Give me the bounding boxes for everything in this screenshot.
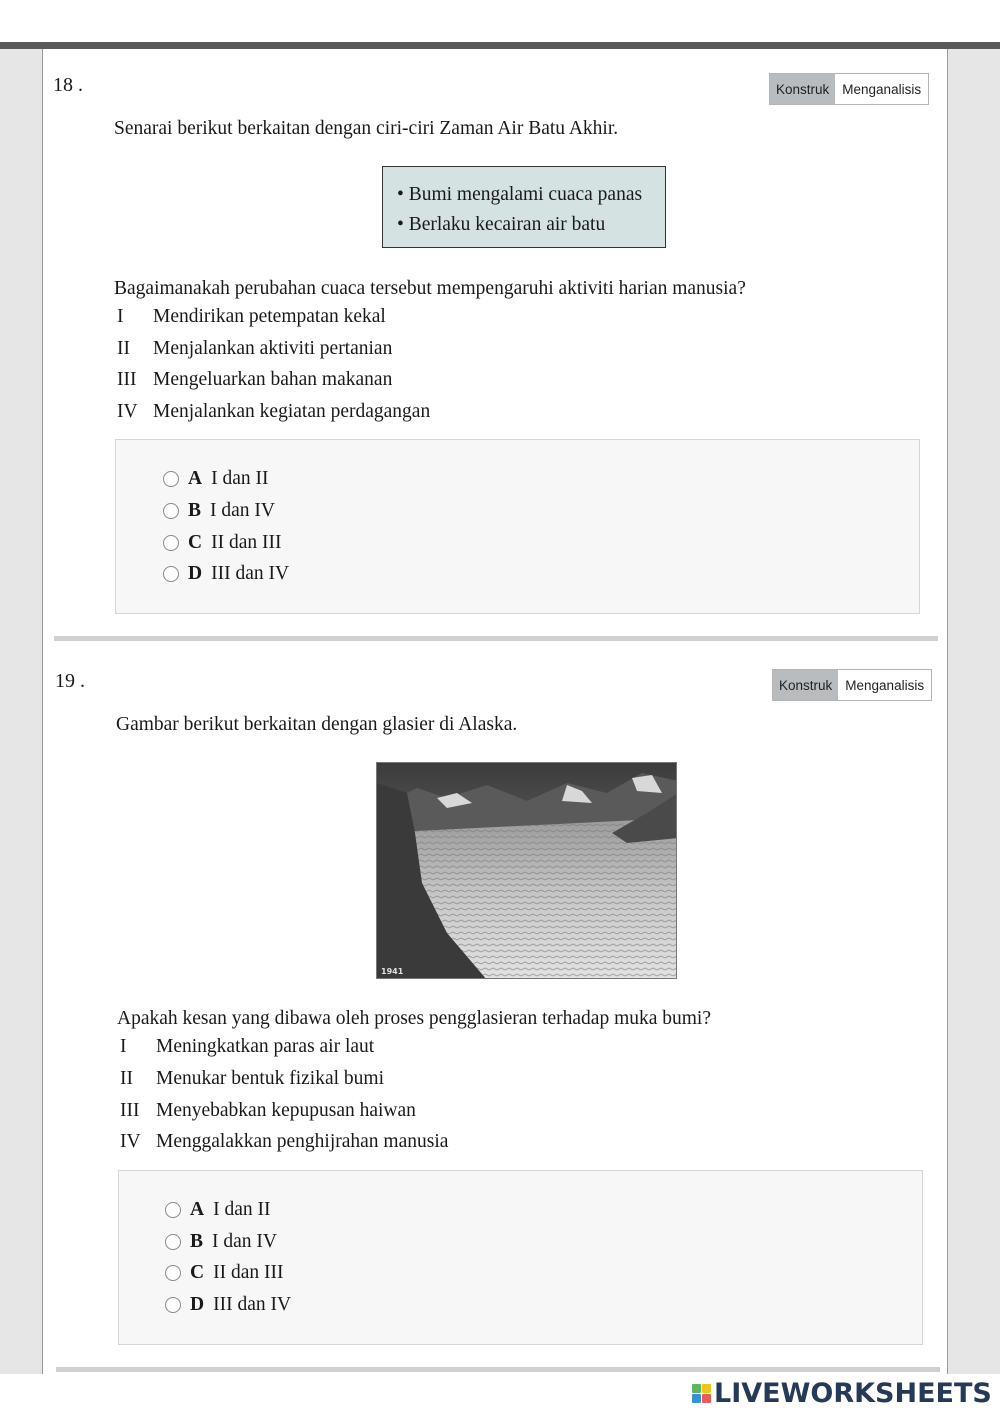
radio-button[interactable] xyxy=(165,1234,181,1250)
statement-text: Menjalankan aktiviti pertanian xyxy=(153,338,393,359)
photo-year: 1941 xyxy=(381,967,404,976)
logo-text: LIVEWORKSHEETS xyxy=(714,1377,992,1409)
construct-value: Menganalisis xyxy=(838,670,931,700)
options-box-19 xyxy=(118,1170,923,1345)
statement-19-4 xyxy=(120,1131,448,1153)
glacier-photo-drawing xyxy=(377,763,677,979)
option-text: III dan IV xyxy=(211,563,290,584)
construct-badge-19 xyxy=(772,669,932,701)
frame-left-border xyxy=(42,49,43,1374)
statement-roman: III xyxy=(117,369,137,390)
option-text: I dan II xyxy=(213,1199,271,1220)
statement-19-1 xyxy=(120,1036,374,1058)
option-letter: C xyxy=(190,1262,205,1283)
statement-roman: IV xyxy=(120,1131,141,1152)
option-letter: B xyxy=(188,500,202,521)
statement-text: Mengeluarkan bahan makanan xyxy=(153,369,393,390)
question-number-19: 19 . xyxy=(55,670,85,692)
question-divider xyxy=(54,636,938,641)
option-text: II dan III xyxy=(211,532,282,553)
frame-right-border xyxy=(947,49,948,1374)
option-text: III dan IV xyxy=(213,1294,292,1315)
info-item: • Berlaku kecairan air batu xyxy=(397,214,606,235)
info-box xyxy=(382,166,666,248)
option-letter: B xyxy=(190,1231,204,1252)
info-item: • Bumi mengalami cuaca panas xyxy=(397,184,643,205)
radio-button[interactable] xyxy=(165,1202,181,1218)
radio-button[interactable] xyxy=(163,566,179,582)
question-divider xyxy=(56,1367,940,1372)
logo-icon xyxy=(692,1384,711,1403)
statement-text: Menjalankan kegiatan perdagangan xyxy=(153,401,431,422)
radio-button[interactable] xyxy=(163,503,179,519)
right-margin xyxy=(948,49,1000,1374)
question-number-18: 18 . xyxy=(53,74,83,96)
glacier-photo xyxy=(376,762,677,979)
statement-18-3 xyxy=(117,369,392,391)
statement-text: Menukar bentuk fizikal bumi xyxy=(156,1068,384,1089)
statement-roman: II xyxy=(120,1068,133,1089)
radio-button[interactable] xyxy=(165,1297,181,1313)
options-box-18 xyxy=(115,439,920,614)
option-letter: D xyxy=(188,563,203,584)
option-text: I dan IV xyxy=(210,500,275,521)
construct-badge-18 xyxy=(769,73,929,105)
option-18-B[interactable] xyxy=(163,500,275,522)
option-18-C[interactable] xyxy=(163,532,281,554)
statement-18-1 xyxy=(117,306,386,328)
question-stem-19: Gambar berikut berkaitan dengan glasier di Alaska. xyxy=(116,714,518,735)
option-letter: C xyxy=(188,532,203,553)
option-19-C[interactable] xyxy=(165,1262,283,1284)
question-stem-18: Senarai berikut berkaitan dengan ciri-ciri Zaman Air Batu Akhir. xyxy=(114,118,619,139)
construct-value: Menganalisis xyxy=(835,74,928,104)
radio-button[interactable] xyxy=(163,535,179,551)
option-letter: D xyxy=(190,1294,205,1315)
option-18-A[interactable] xyxy=(163,468,268,490)
option-19-D[interactable] xyxy=(165,1294,291,1316)
statement-text: Meningkatkan paras air laut xyxy=(156,1036,375,1057)
construct-label: Konstruk xyxy=(773,670,838,700)
statement-text: Menggalakkan penghijrahan manusia xyxy=(156,1131,449,1152)
statement-roman: II xyxy=(117,338,130,359)
option-letter: A xyxy=(188,468,203,489)
statement-19-2 xyxy=(120,1068,384,1090)
construct-label: Konstruk xyxy=(770,74,835,104)
question-text-19: Apakah kesan yang dibawa oleh proses pengglasieran terhadap muka bumi? xyxy=(117,1008,712,1029)
top-bar xyxy=(0,42,1000,49)
liveworksheets-logo xyxy=(692,1373,992,1413)
option-text: I dan IV xyxy=(212,1231,277,1252)
statement-text: Menyebabkan kepupusan haiwan xyxy=(156,1100,416,1121)
statement-18-4 xyxy=(117,401,430,423)
option-letter: A xyxy=(190,1199,205,1220)
statement-roman: IV xyxy=(117,401,138,422)
option-18-D[interactable] xyxy=(163,563,289,585)
statement-19-3 xyxy=(120,1100,416,1122)
option-19-A[interactable] xyxy=(165,1199,270,1221)
statement-roman: I xyxy=(120,1036,127,1057)
statement-roman: I xyxy=(117,306,124,327)
option-19-B[interactable] xyxy=(165,1231,277,1253)
radio-button[interactable] xyxy=(165,1265,181,1281)
statement-18-2 xyxy=(117,338,392,360)
statement-roman: III xyxy=(120,1100,140,1121)
option-text: I dan II xyxy=(211,468,269,489)
statement-text: Mendirikan petempatan kekal xyxy=(153,306,386,327)
radio-button[interactable] xyxy=(163,471,179,487)
option-text: II dan III xyxy=(213,1262,284,1283)
question-text-18: Bagaimanakah perubahan cuaca tersebut mempengaruhi aktiviti harian manusia? xyxy=(114,278,746,299)
left-margin xyxy=(0,49,42,1374)
